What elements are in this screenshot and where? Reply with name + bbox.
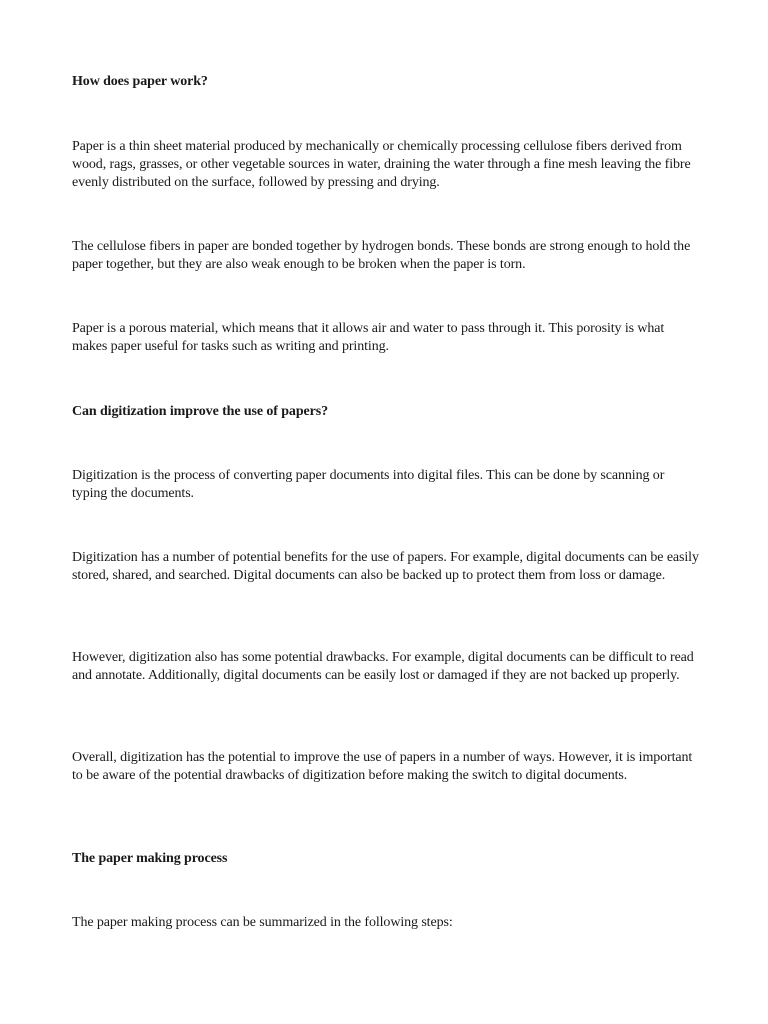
- paragraph-paper-making-steps-intro: The paper making process can be summarized in the following steps:: [72, 915, 453, 930]
- paragraph-porosity: Paper is a porous material, which means that it allows air and water to pass through it. This porosity is what makes paper useful for tasks such as writing and printing.: [72, 321, 665, 355]
- paragraph-hydrogen-bonds: The cellulose fibers in paper are bonded together by hydrogen bonds. These bonds are strong enough to hold the paper together, but they are also weak enough to be broken when the paper is torn.: [72, 239, 691, 273]
- paragraph-digitization-overall: Overall, digitization has the potential to improve the use of papers in a number of ways. However, it is important to be aware of the potential drawbacks of digitization before making the switch to digital documents.: [72, 750, 693, 784]
- section-heading-how-paper-works: How does paper work?: [72, 74, 208, 89]
- paragraph-digitization-benefits: Digitization has a number of potential benefits for the use of papers. For example, digital documents can be easily stored, shared, and searched. Digital documents can also be backed up to protect them from loss or damage.: [72, 550, 699, 584]
- section-heading-digitization: Can digitization improve the use of papers?: [72, 404, 328, 419]
- paragraph-digitization-definition: Digitization is the process of converting paper documents into digital files. This can be done by scanning or typing the documents.: [72, 468, 665, 502]
- paragraph-paper-definition: Paper is a thin sheet material produced by mechanically or chemically processing cellulose fibers derived from wood, rags, grasses, or other vegetable sources in water, draining the water through a fine mesh leaving the fibre evenly distributed on the surface, followed by pressing and drying.: [72, 139, 691, 191]
- section-heading-paper-making: The paper making process: [72, 851, 228, 866]
- paragraph-digitization-drawbacks: However, digitization also has some potential drawbacks. For example, digital documents can be difficult to read and annotate. Additionally, digital documents can be easily lost or damaged if they are not backed up properly.: [72, 650, 694, 684]
